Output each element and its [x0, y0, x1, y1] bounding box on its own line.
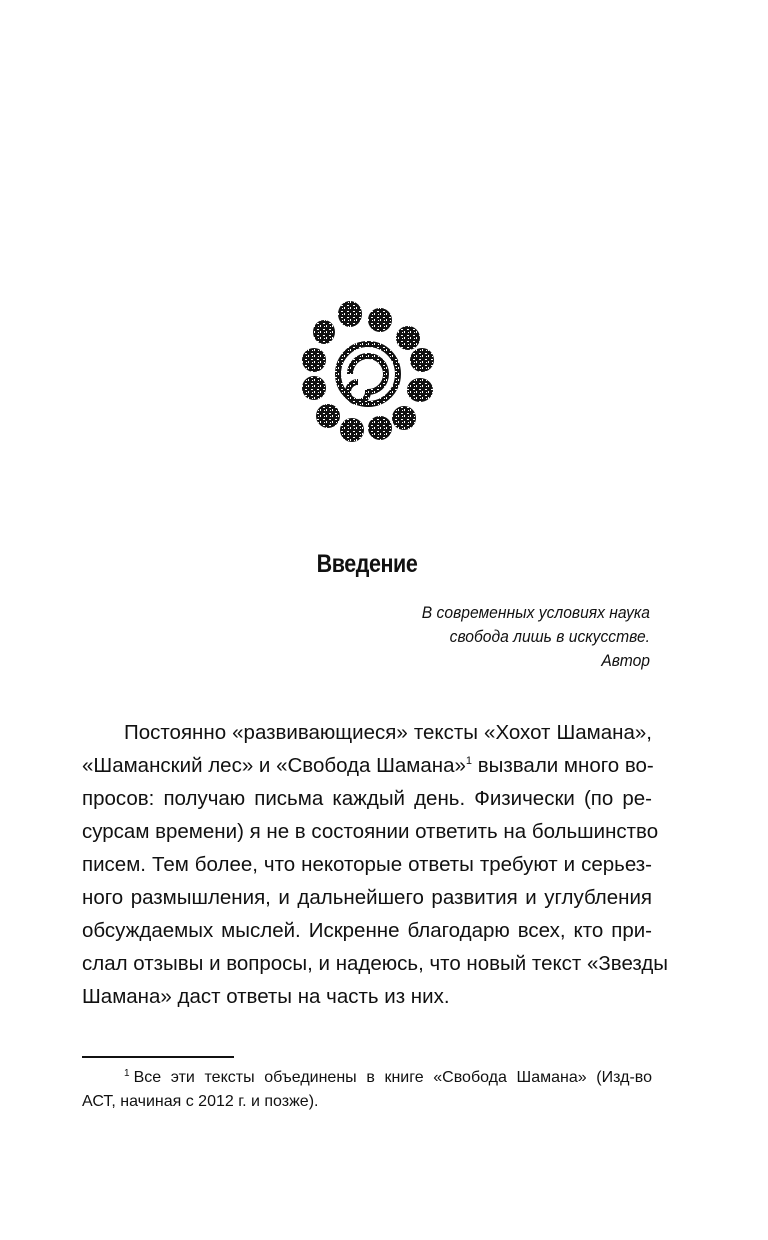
- footnote-line: АСТ, начиная с 2012 г. и позже).: [82, 1093, 319, 1110]
- epigraph-line: свобода лишь в искусстве.: [449, 627, 650, 646]
- body-line: просов: получаю письма каждый день. Физически (по ре-: [82, 787, 652, 810]
- epigraph-line: В современных условиях наука: [421, 603, 650, 622]
- footnote-reference[interactable]: 1: [465, 755, 473, 768]
- body-line: сурсам времени) я не в состоянии ответить на большинство: [82, 820, 659, 843]
- footnote: [82, 1066, 652, 1114]
- footnote-number: 1: [124, 1067, 130, 1079]
- sun-ornament-icon: [298, 298, 438, 444]
- body-line: ного размышления, и дальнейшего развития и углубления: [82, 886, 652, 909]
- body-line: Шамана» даст ответы на часть из них.: [82, 985, 450, 1008]
- body-line: писем. Тем более, что некоторые ответы требуют и серьез-: [82, 853, 652, 876]
- body-line: Постоянно «развивающиеся» тексты «Хохот Шамана»,: [124, 721, 652, 744]
- body-paragraph: [82, 716, 669, 1013]
- body-line: обсуждаемых мыслей. Искренне благодарю всех, кто при-: [82, 919, 652, 942]
- body-line-with-footnote: [82, 749, 652, 782]
- epigraph: [250, 601, 650, 673]
- body-line-part: вызвали много во-: [477, 754, 654, 777]
- body-line-part: «Шаманский лес» и «Свобода Шамана»: [82, 754, 466, 777]
- footnote-divider: [82, 1056, 234, 1058]
- chapter-title: Введение: [316, 550, 418, 578]
- body-line: слал отзывы и вопросы, и надеюсь, что новый текст «Звезды: [82, 952, 669, 975]
- footnote-text: Все эти тексты объединены в книге «Свобода Шамана» (Изд-во: [133, 1069, 652, 1086]
- epigraph-author: Автор: [601, 651, 650, 670]
- footnote-line: [82, 1066, 652, 1090]
